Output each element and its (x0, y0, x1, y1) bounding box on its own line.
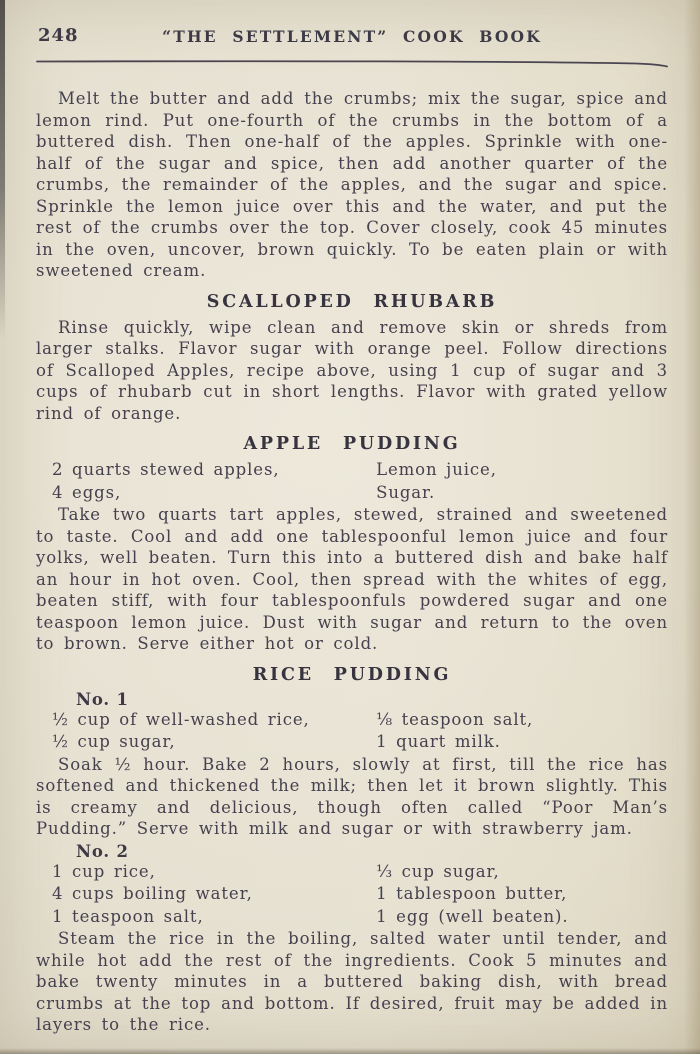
page-number: 248 (38, 25, 79, 46)
rice-pudding-no1-label: No. 1 (76, 689, 129, 709)
ingredient-item: 1 tablespoon butter, (376, 884, 568, 903)
paragraph-rice-pudding-no1: Soak ½ hour. Bake 2 hours, slowly at first, till the rice has softened and thickened the milk; then let it brown slightly. This is creamy and delicious, though often called “Poor Man’s Pudding.” Serve with milk and sugar or with strawberry jam. (36, 754, 668, 838)
rice-pudding-no1-ingredient-list (36, 709, 668, 754)
apple-pudding-ingredient-list (36, 459, 668, 504)
heading-scalloped-rhubarb: SCALLOPED RHUBARB (206, 291, 498, 312)
heading-rice-pudding: RICE PUDDING (252, 664, 452, 685)
rice-pudding-no2-label: No. 2 (76, 841, 129, 861)
ingredient-item: 2 quarts stewed apples, (52, 460, 280, 479)
heading-apple-pudding: APPLE PUDDING (243, 434, 461, 454)
ingredient-item: 1 cup rice, (52, 861, 156, 881)
ingredient-item: 1 quart milk. (376, 732, 501, 751)
running-header (36, 24, 668, 48)
ingredient-item: Sugar. (376, 482, 436, 502)
ingredient-item: 4 eggs, (52, 482, 122, 502)
scan-edge-bottom (0, 1048, 700, 1054)
paragraph-scalloped-apples-continued: Melt the butter and add the crumbs; mix the sugar, spice and lemon rind. Put one-fourth of the crumbs in the bottom of a buttered dish. Then one-half of the apples. Sprinkle with one-half of the sugar and spice, then add another quarter of the crumbs, the remainder of the apples, and the sugar and spice. Sprinkle the lemon juice over this and the water, and put the rest of the crumbs over the top. Cover closely, cook 45 minutes in the oven, uncover, brown quickly. To be eaten plain or with sweetened cream. (36, 89, 668, 280)
ingredient-item: ½ cup of well-washed rice, (52, 709, 310, 729)
ingredient-item: Lemon juice, (376, 460, 497, 479)
running-title: “THE SETTLEMENT” COOK BOOK (162, 27, 542, 46)
header-rule (36, 53, 668, 62)
ingredient-item: ⅛ teaspoon salt, (376, 709, 534, 729)
rice-pudding-no2-ingredient-list (36, 861, 668, 929)
ingredient-item: ½ cup sugar, (52, 732, 176, 751)
paragraph-rice-pudding-no2: Steam the rice in the boiling, salted water until tender, and while hot add the rest of the ingredients. Cook 5 minutes and bake twenty minutes in a buttered baking dish, with bread crumbs at the top and bottom. If desired, fruit may be added in layers to the rice. (36, 929, 668, 1034)
ingredient-item: 1 egg (well beaten). (376, 906, 569, 926)
ingredient-item: ⅓ cup sugar, (376, 861, 500, 881)
paragraph-apple-pudding: Take two quarts tart apples, stewed, strained and sweetened to taste. Cool and add one tablespoonful lemon juice and four yolks, well beaten. Turn this into a buttered dish and bake half an hour in hot oven. Cool, then spread with the whites of egg, beaten stiff, with four tablespoonfuls powdered sugar and one teaspoon lemon juice. Dust with sugar and return to the oven to brown. Serve either hot or cold. (36, 505, 668, 653)
ingredient-item: 1 teaspoon salt, (52, 906, 204, 926)
ingredient-item: 4 cups boiling water, (52, 884, 253, 903)
paragraph-scalloped-rhubarb: Rinse quickly, wipe clean and remove skin or shreds from larger stalks. Flavor sugar with orange peel. Follow directions of Scalloped Apples, recipe above, using 1 cup of sugar and 3 cups of rhubarb cut in short lengths. Flavor with grated yellow rind of orange. (36, 317, 668, 423)
